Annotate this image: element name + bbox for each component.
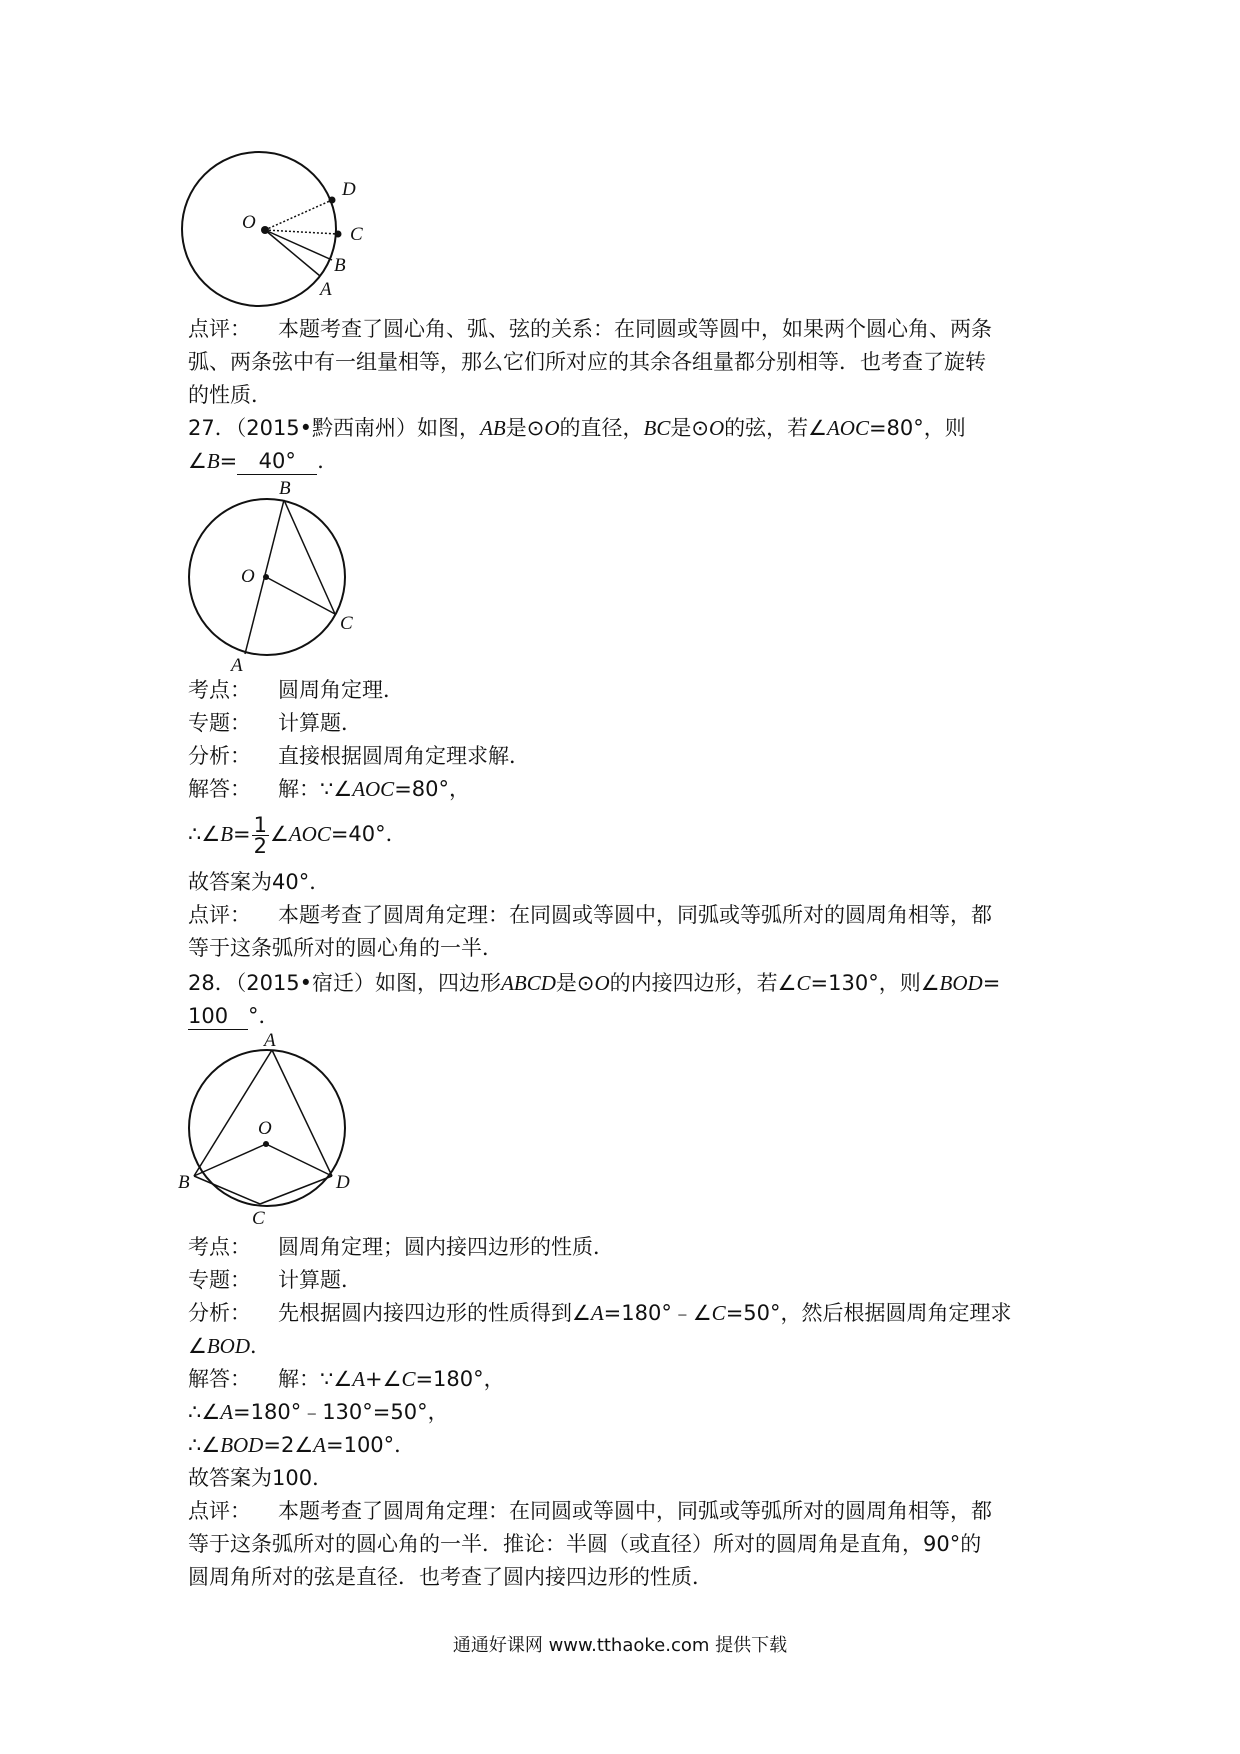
- segment-oa: [265, 230, 320, 276]
- circle-outline: [182, 152, 336, 306]
- frac-den: 2: [253, 833, 267, 858]
- jieda-label: 解答：: [188, 1367, 251, 1391]
- fenxi-pre: 先根据圆内接四边形的性质得到∠: [278, 1301, 591, 1325]
- label-o: O: [258, 1118, 272, 1139]
- q27-chord: 的弦，若∠: [724, 416, 827, 440]
- q28-c: C: [796, 971, 811, 995]
- step-pre: ∴∠: [188, 822, 221, 846]
- q28-prefix: 28．（2015•宿迁）如图，四边形: [188, 971, 502, 995]
- point-o: [261, 226, 269, 234]
- jieda-text: 解：∵∠: [278, 777, 353, 801]
- sol27-jieda: [188, 774, 470, 804]
- step-b: B: [220, 822, 234, 846]
- sol27-answer: [188, 867, 330, 897]
- sol27-fenxi: [188, 741, 530, 771]
- fenxi2-end: ．: [250, 1334, 271, 1358]
- review-label: 点评：: [188, 1499, 251, 1523]
- review1-line1: [188, 314, 992, 344]
- q27-eq: =: [219, 449, 238, 473]
- point-d: [329, 197, 336, 204]
- label-a: A: [320, 279, 332, 300]
- kaodian-text: 圆周角定理；圆内接四边形的性质．: [278, 1235, 614, 1259]
- jieda-val: =80°，: [394, 777, 471, 801]
- label-c: C: [340, 613, 353, 634]
- review1-text3: 的性质．: [188, 383, 272, 407]
- q27-bc: BC: [643, 416, 671, 440]
- q27-prefix: 27．（2015•黔西南州）如图，: [188, 416, 481, 440]
- fenxi-label: 分析：: [188, 744, 251, 768]
- chord-ad: [272, 1050, 332, 1176]
- sol28-step1: [188, 1397, 449, 1427]
- kaodian-label: 考点：: [188, 678, 251, 702]
- q27-aoc: AOC: [826, 416, 869, 440]
- kaodian-text: 圆周角定理．: [278, 678, 404, 702]
- jieda-label: 解答：: [188, 777, 251, 801]
- q28-line2: [188, 1001, 280, 1031]
- label-b: B: [178, 1172, 190, 1193]
- sol28-step2: [188, 1430, 415, 1460]
- q27-o2: O: [708, 416, 725, 440]
- figure-inscribed-angle: [180, 476, 380, 674]
- q27-ab: AB: [480, 416, 506, 440]
- label-d: D: [336, 1172, 350, 1193]
- q27-is2: 是⊙: [670, 416, 709, 440]
- q28-bod: BOD: [939, 971, 983, 995]
- fenxi-c: C: [711, 1301, 726, 1325]
- point-c: [335, 231, 342, 238]
- sol27-review1: [188, 900, 992, 930]
- sol28-answer: [188, 1463, 333, 1493]
- review-label: 点评：: [188, 903, 251, 927]
- s2-val: =100°．: [325, 1433, 416, 1457]
- q27-b: B: [206, 449, 220, 473]
- sol28-fenxi2: [188, 1331, 271, 1361]
- jieda-pre: 解：∵∠: [278, 1367, 353, 1391]
- q27-angle: ∠: [188, 449, 207, 473]
- review-text2: 等于这条弧所对的圆心角的一半．: [188, 936, 503, 960]
- sol27-zhuanti: [188, 708, 362, 738]
- s2-a: A: [313, 1433, 326, 1457]
- q28-end: °．: [248, 1004, 280, 1028]
- label-b: B: [334, 255, 346, 276]
- q28-val: =130°，则∠: [810, 971, 940, 995]
- sol28-review1: [188, 1496, 992, 1526]
- sol27-step: [188, 810, 407, 858]
- q28-o: O: [594, 971, 610, 995]
- jieda-aoc: AOC: [352, 777, 395, 801]
- point-o: [263, 1141, 269, 1147]
- sol28-jieda: [188, 1364, 505, 1394]
- fraction-one-half: [252, 812, 269, 858]
- q28-line1: [188, 968, 1000, 998]
- s1-val: =180°﹣130°=50°，: [233, 1400, 449, 1424]
- fenxi-post: =50°，然后根据圆周角定理求: [725, 1301, 1012, 1325]
- figure-inscribed-quadrilateral: [178, 1028, 380, 1229]
- segment-oc: [266, 577, 335, 614]
- segment-ob: [194, 1144, 266, 1176]
- s1-a: A: [220, 1400, 234, 1424]
- label-a: A: [264, 1030, 276, 1051]
- fenxi-text: 直接根据圆周角定理求解．: [278, 744, 530, 768]
- page-footer: 通通好课网 www.tthaoke.com 提供下载: [452, 1635, 788, 1656]
- review-text1: 本题考查了圆周角定理：在同圆或等圆中，同弧或等弧所对的圆周角相等，都: [278, 1499, 992, 1523]
- step-val: =40°．: [330, 822, 407, 846]
- label-a: A: [231, 655, 243, 676]
- jieda-val: =180°，: [415, 1367, 505, 1391]
- zhuanti-label: 专题：: [188, 1268, 251, 1292]
- review1-text2: 弧、两条弦中有一组量相等，那么它们所对应的其余各组量都分别相等．也考查了旋转: [188, 350, 986, 374]
- label-o: O: [242, 212, 256, 233]
- review-text2: 等于这条弧所对的圆心角的一半．推论：半圆（或直径）所对的圆周角是直角，90°的: [188, 1532, 982, 1556]
- q27-line2: [188, 446, 338, 476]
- fenxi-label: 分析：: [188, 1301, 251, 1325]
- q28-abcd: ABCD: [501, 971, 556, 995]
- kaodian-label: 考点：: [188, 1235, 251, 1259]
- step-aoc: AOC: [288, 822, 331, 846]
- label-o: O: [241, 566, 255, 587]
- sol28-zhuanti: [188, 1265, 362, 1295]
- sol28-fenxi: [188, 1298, 1012, 1328]
- s1-pre: ∴∠: [188, 1400, 221, 1424]
- label-d: D: [342, 179, 356, 200]
- q28-inscribed: 的内接四边形，若∠: [609, 971, 797, 995]
- q27-o1: O: [544, 416, 560, 440]
- q28-eq: =: [982, 971, 1001, 995]
- q27-diam: 的直径，: [559, 416, 644, 440]
- point-o: [263, 574, 269, 580]
- segment-od-dotted: [265, 200, 332, 230]
- fenxi-mid: =180°﹣∠: [603, 1301, 712, 1325]
- sol28-kaodian: [188, 1232, 614, 1262]
- segment-oc-dotted: [265, 230, 338, 234]
- review1-line3: [188, 380, 272, 410]
- zhuanti-text: 计算题．: [278, 1268, 362, 1292]
- jieda-plus: +∠: [365, 1367, 402, 1391]
- q27-val: =80°，则: [868, 416, 966, 440]
- chord-ab: [194, 1050, 272, 1176]
- segment-od: [266, 1144, 332, 1176]
- q27-answer-blank: 40°: [237, 448, 317, 475]
- s2-pre: ∴∠: [188, 1433, 221, 1457]
- label-c: C: [350, 224, 363, 245]
- answer-text: 故答案为40°．: [188, 870, 331, 894]
- frac-num: 1: [253, 812, 267, 837]
- answer-text: 故答案为100．: [188, 1466, 334, 1490]
- q27-line1: [188, 413, 966, 443]
- review-text3: 圆周角所对的弦是直径．也考查了圆内接四边形的性质．: [188, 1565, 713, 1589]
- zhuanti-label: 专题：: [188, 711, 251, 735]
- review-text1: 本题考查了圆周角定理：在同圆或等圆中，同弧或等弧所对的圆周角相等，都: [278, 903, 992, 927]
- sol28-review2: [188, 1529, 981, 1559]
- chord-bc: [194, 1176, 260, 1204]
- label-b: B: [279, 478, 291, 499]
- q27-is: 是⊙: [505, 416, 545, 440]
- jieda-a: A: [352, 1367, 366, 1391]
- s2-bod: BOD: [220, 1433, 264, 1457]
- review1-line2: [188, 347, 986, 377]
- sol27-kaodian: [188, 675, 404, 705]
- fenxi2-angle: ∠: [188, 1334, 207, 1358]
- fenxi2-bod: BOD: [206, 1334, 250, 1358]
- sol27-review2: [188, 933, 503, 963]
- review1-label: 点评：: [188, 317, 251, 341]
- s2-mid: =2∠: [263, 1433, 314, 1457]
- zhuanti-text: 计算题．: [278, 711, 362, 735]
- sol28-review3: [188, 1562, 713, 1592]
- step-eq: =: [233, 822, 251, 846]
- figure-central-angles: [180, 168, 380, 318]
- q27-end: ．: [317, 449, 339, 473]
- step-angle: ∠: [270, 822, 289, 846]
- chord-bc: [284, 500, 335, 614]
- segment-ob: [265, 230, 332, 260]
- q28-is: 是⊙: [555, 971, 595, 995]
- review1-text1: 本题考查了圆心角、弧、弦的关系：在同圆或等圆中，如果两个圆心角、两条: [278, 317, 992, 341]
- jieda-c: C: [401, 1367, 416, 1391]
- fenxi-a: A: [590, 1301, 604, 1325]
- q28-answer-blank: 100: [188, 1003, 248, 1030]
- label-c: C: [252, 1208, 265, 1229]
